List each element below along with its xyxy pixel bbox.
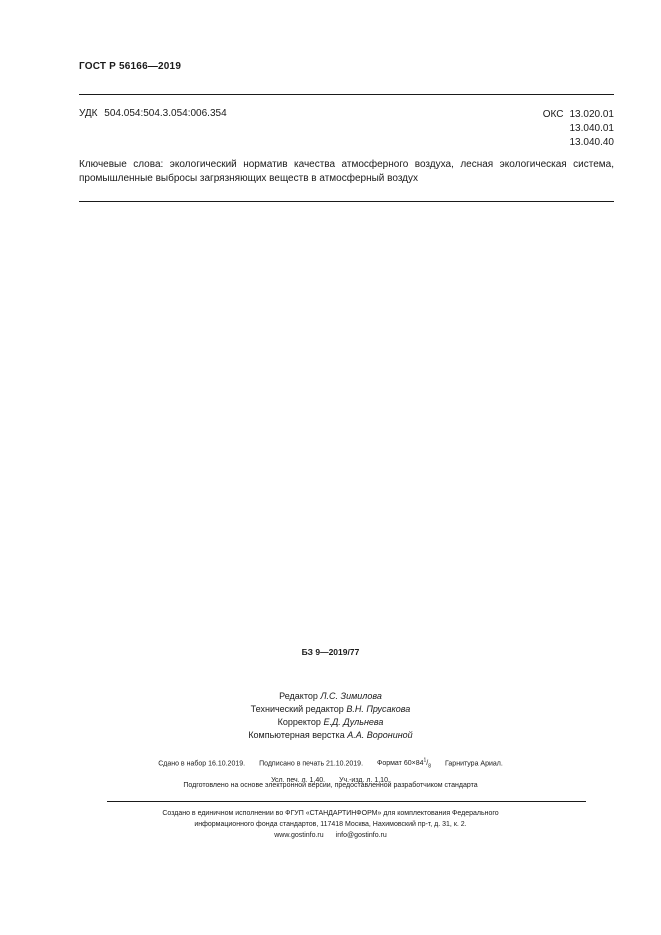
credits: [0, 690, 661, 742]
credit-role: Компьютерная верстка: [248, 730, 345, 740]
oks-label: ОКС: [542, 109, 564, 120]
credit-layout: [0, 729, 661, 742]
keywords: Ключевые слова: экологический норматив качества атмосферного воздуха, лесная экологическая система, промышленные выбросы загрязняющих веществ в атмосферный воздух: [79, 159, 614, 184]
credit-role: Редактор: [279, 691, 318, 701]
credit-name: Е.Д. Дульнева: [323, 717, 384, 727]
oks-code: 13.040.01: [569, 123, 614, 134]
udk-value: 504.054:504.3.054:006.354: [104, 108, 227, 119]
email-link[interactable]: info@gostinfo.ru: [335, 832, 387, 839]
oks-block: [543, 108, 614, 150]
website-link[interactable]: www.gostinfo.ru: [274, 832, 324, 839]
print-sheets: Усл. печ. л. 1,40.: [271, 776, 326, 784]
divider-keywords: [79, 201, 614, 202]
divider-footer: [107, 801, 586, 802]
signed-date: Подписано в печать 21.10.2019.: [259, 760, 364, 768]
pub-sheets: Уч.-изд. л. 1,10.: [339, 776, 390, 784]
footer-line-2: информационного фонда стандартов, 117418 Москва, Нахимовский пр-т, д. 31, к. 2.: [194, 821, 467, 828]
credit-name: В.Н. Прусакова: [346, 704, 411, 714]
oks-code: 13.020.01: [569, 109, 614, 120]
credit-editor: [0, 690, 661, 703]
typeset-date: Сдано в набор 16.10.2019.: [158, 760, 246, 768]
credit-corrector: [0, 716, 661, 729]
prepared-note: Подготовлено на основе электронной версии, предоставленной разработчиком стандарта: [183, 782, 478, 789]
publishing-line-1: [0, 755, 661, 774]
udk-line: [79, 108, 227, 119]
paper-format: Формат $60\times 84^1/_8$: [377, 758, 432, 770]
typeface: Гарнитура Ариал.: [445, 760, 503, 768]
oks-code: 13.040.40: [569, 137, 614, 148]
divider-top: [79, 94, 614, 95]
credit-tech-editor: [0, 703, 661, 716]
udk-label: УДК: [79, 108, 98, 119]
credit-name: А.А. Ворониной: [347, 730, 413, 740]
footer-info: [0, 808, 661, 841]
credit-name: Л.С. Зимилова: [320, 691, 382, 701]
footer-links: [0, 830, 661, 841]
standard-number: ГОСТ Р 56166—2019: [79, 61, 182, 72]
credit-role: Технический редактор: [250, 704, 344, 714]
footer-line-1: Создано в единичном исполнении во ФГУП «СТАНДАРТИНФОРМ» для комплектования Федерального: [162, 810, 499, 817]
credit-role: Корректор: [277, 717, 321, 727]
bz-number: БЗ 9—2019/77: [301, 647, 360, 657]
